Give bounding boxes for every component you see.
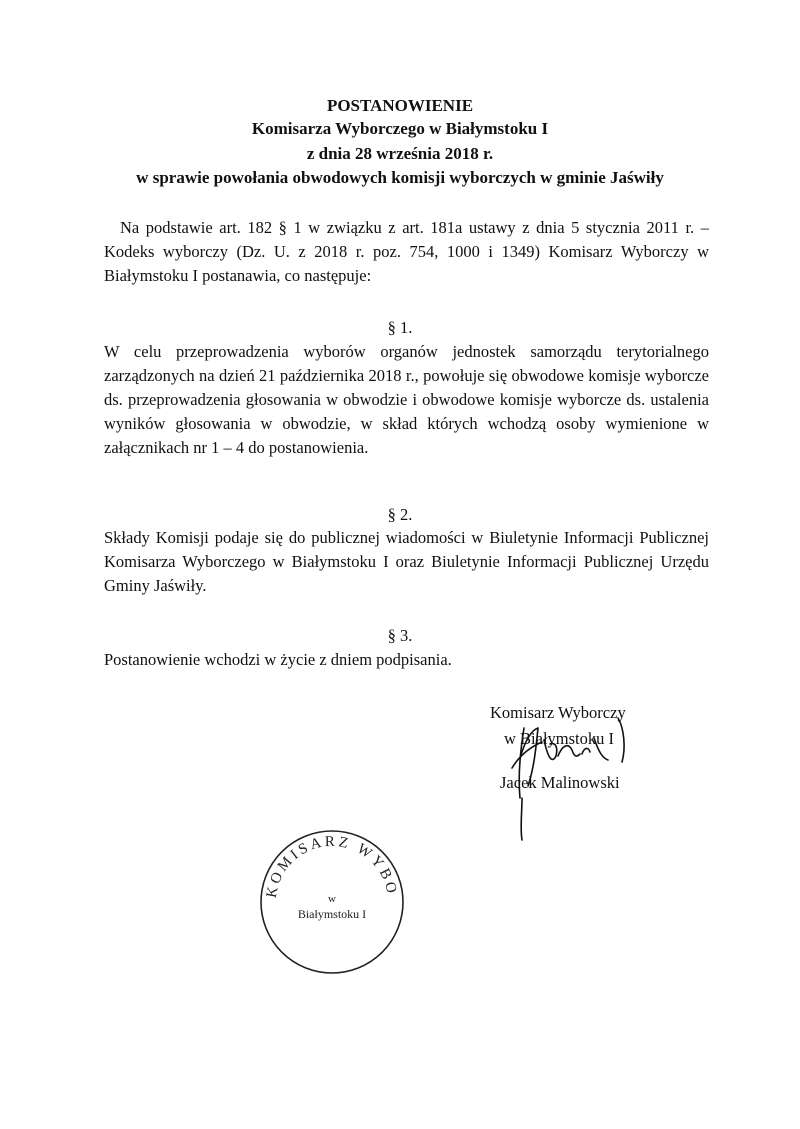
document-issuer: Komisarza Wyborczego w Białymstoku I bbox=[251, 119, 549, 138]
section-2-text: Składy Komisji podaje się do publicznej wiadomości w Biuletynie Informacji Publicznej Komisarza Wyborczego w Białymstoku I oraz Biuletynie Informacji Publicznej Urzędu Gminy Jaświły. bbox=[104, 528, 709, 595]
section-1-text: W celu przeprowadzenia wyborów organów jednostek samorządu terytorialnego zarządzonych na dzień 21 października 2018 r., powołuje się obwodowe komisje wyborcze ds. przeprowadzenia głosowania w obwodzie i obwodowe komisje wyborcze ds. ustalenia wyników głosowania w obwodzie, w skład których wchodzą osoby wymienione w załącznikach nr 1 – 4 do postanowienia. bbox=[104, 342, 709, 457]
document-subject: w sprawie powołania obwodowych komisji wyborczych w gminie Jaświły bbox=[136, 168, 664, 187]
official-stamp bbox=[258, 828, 406, 976]
section-2-mark: § 2. bbox=[387, 505, 413, 524]
stamp-seal-icon bbox=[258, 828, 406, 976]
signer-location: w Białymstoku I bbox=[504, 729, 614, 748]
intro-paragraph: Na podstawie art. 182 § 1 w związku z art. 181a ustawy z dnia 5 stycznia 2011 r. – Kodeks wyborczy (Dz. U. z 2018 r. poz. 754, 1000 i 1349) Komisarz Wyborczy w Białymstoku I postanawia, co następuje: bbox=[104, 218, 709, 285]
stamp-center-line1: w bbox=[328, 893, 336, 905]
svg-text:KOMISARZ WYBORCZY bbox=[258, 828, 400, 899]
handwritten-signature bbox=[498, 698, 638, 848]
signer-name: Jacek Malinowski bbox=[500, 773, 620, 792]
stamp-arc-text: KOMISARZ WYBO bbox=[263, 833, 400, 900]
section-1-mark: § 1. bbox=[387, 318, 413, 337]
document-date: z dnia 28 września 2018 r. bbox=[306, 144, 494, 163]
section-3-mark: § 3. bbox=[387, 626, 413, 645]
stamp-center-line2: Białymstoku I bbox=[297, 907, 367, 921]
section-3-text: Postanowienie wchodzi w życie z dniem podpisania. bbox=[104, 650, 452, 669]
signer-role: Komisarz Wyborczy bbox=[490, 703, 626, 722]
document-title: POSTANOWIENIE bbox=[326, 96, 474, 115]
